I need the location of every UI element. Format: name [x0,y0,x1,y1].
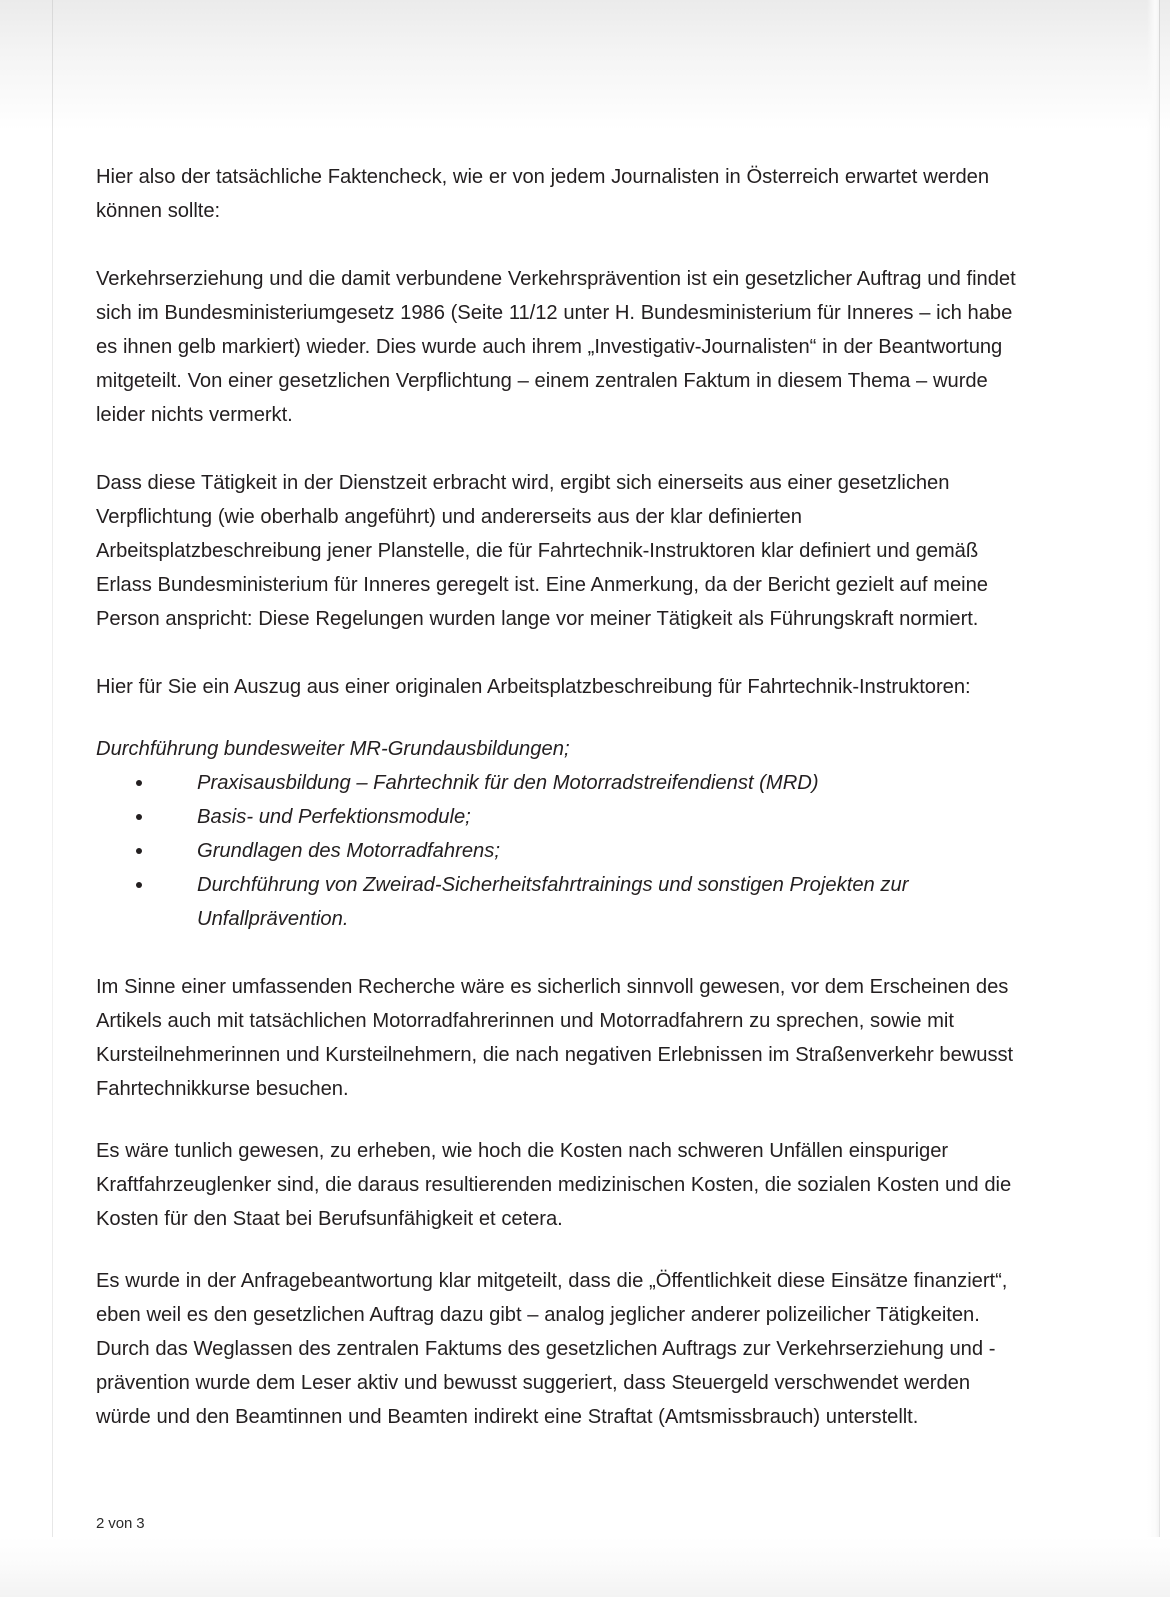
bullet-icon [136,814,142,820]
list-item [96,766,1021,800]
list-item [96,800,1021,834]
list-item-label: Basis- und Perfektionsmodule; [197,806,471,828]
list-heading: Durchführung bundesweiter MR-Grundausbildungen; [96,738,570,760]
list-item-label: Durchführung von Zweirad-Sicherheitsfahrtrainings und sonstigen Projekten zur Unfallprävention. [197,874,909,930]
list-item [96,834,1021,868]
paragraph-spacer [96,636,1021,670]
list-item-label: Praxisausbildung – Fahrtechnik für den Motorradstreifendienst (MRD) [197,772,819,794]
paragraph-conclusion: Es wurde in der Anfragebeantwortung klar mitgeteilt, dass die „Öffentlichkeit diese Einsätze finanziert“, eben weil es den gesetzlichen Auftrag dazu gibt – analog jeglicher anderer polizeilicher Tätigkeiten. Durch das Weglassen des zentralen Faktums des gesetzlichen Auftrags zur Verkehrserziehung und -prävention wurde dem Leser aktiv und bewusst suggeriert, dass Steuergeld verschwendet werden würde und den Beamtinnen und Beamten indirekt eine Straftat (Amtsmissbrauch) unterstellt. [96,1270,1008,1428]
job-description-list [96,766,1021,936]
paragraph-intro: Hier also der tatsächliche Faktencheck, wie er von jedem Journalisten in Österreich erwartet werden können sollte: [96,166,990,222]
paragraph-duty-time: Dass diese Tätigkeit in der Dienstzeit erbracht wird, ergibt sich einerseits aus einer gesetzlichen Verpflichtung (wie oberhalb angeführt) und andererseits aus der klar definierten Arbeitsplatzbeschreibung jener Planstelle, die für Fahrtechnik-Instruktoren klar definiert und gemäß Erlass Bundesministerium für Inneres geregelt ist. Eine Anmerkung, da der Bericht gezielt auf meine Person anspricht: Diese Regelungen wurden lange vor meiner Tätigkeit als Führungskraft normiert. [96,472,988,630]
page-number-footer: 2 von 3 [96,1515,145,1532]
paragraph-excerpt-intro: Hier für Sie ein Auszug aus einer originalen Arbeitsplatzbeschreibung für Fahrtechnik-Instruktoren: [96,676,971,698]
paragraph-legal-mandate: Verkehrserziehung und die damit verbundene Verkehrsprävention ist ein gesetzlicher Auftrag und findet sich im Bundesministeriumgesetz 1986 (Seite 11/12 unter H. Bundesministerium für Inneres – ich habe es ihnen gelb markiert) wieder. Dies wurde auch ihrem „Investigativ-Journalisten“ in der Beantwortung mitgeteilt. Von einer gesetzlichen Verpflichtung – einem zentralen Faktum in diesem Thema – wurde leider nichts vermerkt. [96,268,1016,426]
paragraph-spacer [96,1106,1021,1134]
scan-top-shading [0,0,1170,130]
paragraph-costs: Es wäre tunlich gewesen, zu erheben, wie hoch die Kosten nach schweren Unfällen einspuriger Kraftfahrzeuglenker sind, die daraus resultierenden medizinischen Kosten, die sozialen Kosten und die Kosten für den Staat bei Berufsunfähigkeit et cetera. [96,1140,1012,1230]
page-edge-right-gradient [1147,0,1159,1597]
list-item [96,868,1021,936]
paragraph-research: Im Sinne einer umfassenden Recherche wäre es sicherlich sinnvoll gewesen, vor dem Erscheinen des Artikels auch mit tatsächlichen Motorradfahrerinnen und Motorradfahrern zu sprechen, sowie mit Kursteilnehmerinnen und Kursteilnehmern, die nach negativen Erlebnissen im Straßenverkehr bewusst Fahrtechnikkurse besuchen. [96,976,1014,1100]
bullet-icon [136,848,142,854]
bullet-icon [136,882,142,888]
paragraph-spacer [96,432,1021,466]
page-edge-left [52,0,53,1597]
paragraph-spacer [96,936,1021,970]
paragraph-spacer [96,1236,1021,1264]
paragraph-spacer [96,228,1021,262]
scan-bottom-shading [0,1537,1170,1597]
list-item-label: Grundlagen des Motorradfahrens; [197,840,500,862]
page-edge-right [1159,0,1160,1597]
bullet-icon [136,780,142,786]
document-text-column [96,160,1021,1434]
paragraph-spacer [96,704,1021,732]
